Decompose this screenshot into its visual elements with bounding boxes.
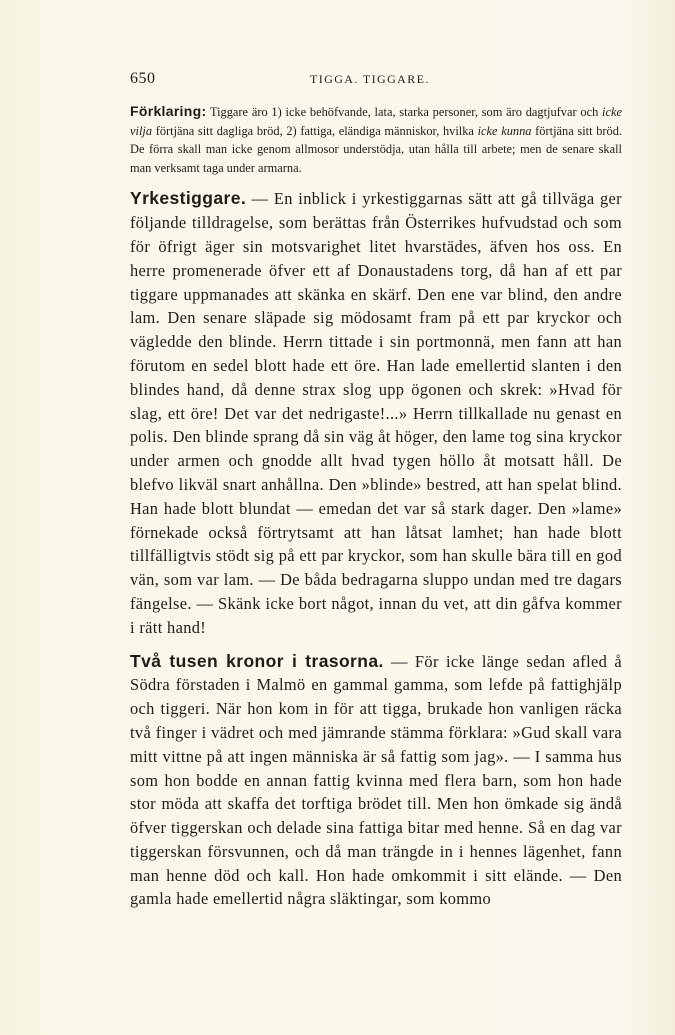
- page-header: [130, 70, 620, 92]
- section-tva-tusen-kronor: [130, 650, 622, 912]
- note-text-3: förtjäna sitt bröd. De förra skall man icke genom allmosor understödja, utan hålla till arbete; men de senare skall man verksamt taga under armarna.: [130, 123, 623, 175]
- note-lead: Förklaring:: [130, 103, 207, 119]
- note-text-2: förtjäna sitt dagliga bröd, 2) fattiga, eländiga människor, hvilka: [152, 123, 478, 138]
- note-italic-1: icke vilja: [130, 105, 622, 138]
- section-text: — En inblick i yrkestiggarnas sätt att gå tillväga ger följande tilldragelse, som berättas från Österrikes hufvudstad och som för öfrigt äger sin motsvarighet litet hvarstädes, äfven hos oss. En herre promenerade öfver ett af Donaustadens torg, då han af ett par tiggare uppmanades att skänka en skärf. Den ene var blind, den andre lam. Den senare släpade sig mödosamt fram på ett par kryckor och vägledde den blinde. Herrn tittade i sin portmonnä, men fann att han förutom en sedel blott hade ett öre. Han lade emellertid slanten i den blindes hand, då denne strax slog upp ögonen och skrek: »Hvad för slag, ett öre! Det var det nedrigaste!...» Herrn tillkallade nu genast en polis. Den blinde sprang då sin väg åt höger, den lame tog sina kryckor under armen och gnodde allt hvad tygen höllo åt motsatt håll. De blefvo likväl snart anhållna. Den »blinde» bestred, att han spelat blind. Han hade blott blundat — emedan det var så stark dager. Den »lame» förnekade också förtrytsamt att han låtsat lamhet; han hade blott tillfälligtvis stödt sig på ett par kryckor, som han skulle bära till en god vän, som var lam. — De båda bedragarna sluppo undan med tre dagars fängelse. — Skänk icke bort något, innan du vet, att din gåfva kommer i rätt hand!: [130, 189, 622, 637]
- explanation-note: [130, 102, 622, 177]
- section-heading: Två tusen kronor i trasorna.: [130, 650, 384, 671]
- note-italic-2: icke kunna: [477, 123, 532, 138]
- section-text: — För icke länge sedan afled å Södra förstaden i Malmö en gammal gamma, som lefde på fattighjälp och tiggeri. När hon kom in för att tigga, brukade hon vanligen räcka två finger i vädret och med jämrande stämma förklara: »Gud skall vara mitt vittne på att ingen människa är så fattig som jag». — I samma hus som hon bodde en annan fattig kvinna med flera barn, som hon hade stor möda att skaffa det torftiga brödet till. Men hon ömkade sig ändå öfver tiggerskan och delade sina fattiga bitar med henne. Så en dag var tiggerskan försvunnen, och då man trängde in i hennes lägenhet, fann man henne död och kall. Hon hade omkommit i sitt elände. — Den gamla hade emellertid några släktingar, som kommo: [130, 651, 622, 909]
- section-yrkestiggare: [130, 187, 622, 639]
- section-heading: Yrkestiggare.: [130, 188, 247, 209]
- note-text-1: Tiggare äro 1) icke behöfvande, lata, starka personer, som äro dagtjufvar och: [206, 105, 603, 119]
- page-number: 650: [130, 70, 156, 87]
- page-body: [130, 102, 622, 921]
- running-head: TIGGA. TIGGARE.: [310, 72, 430, 86]
